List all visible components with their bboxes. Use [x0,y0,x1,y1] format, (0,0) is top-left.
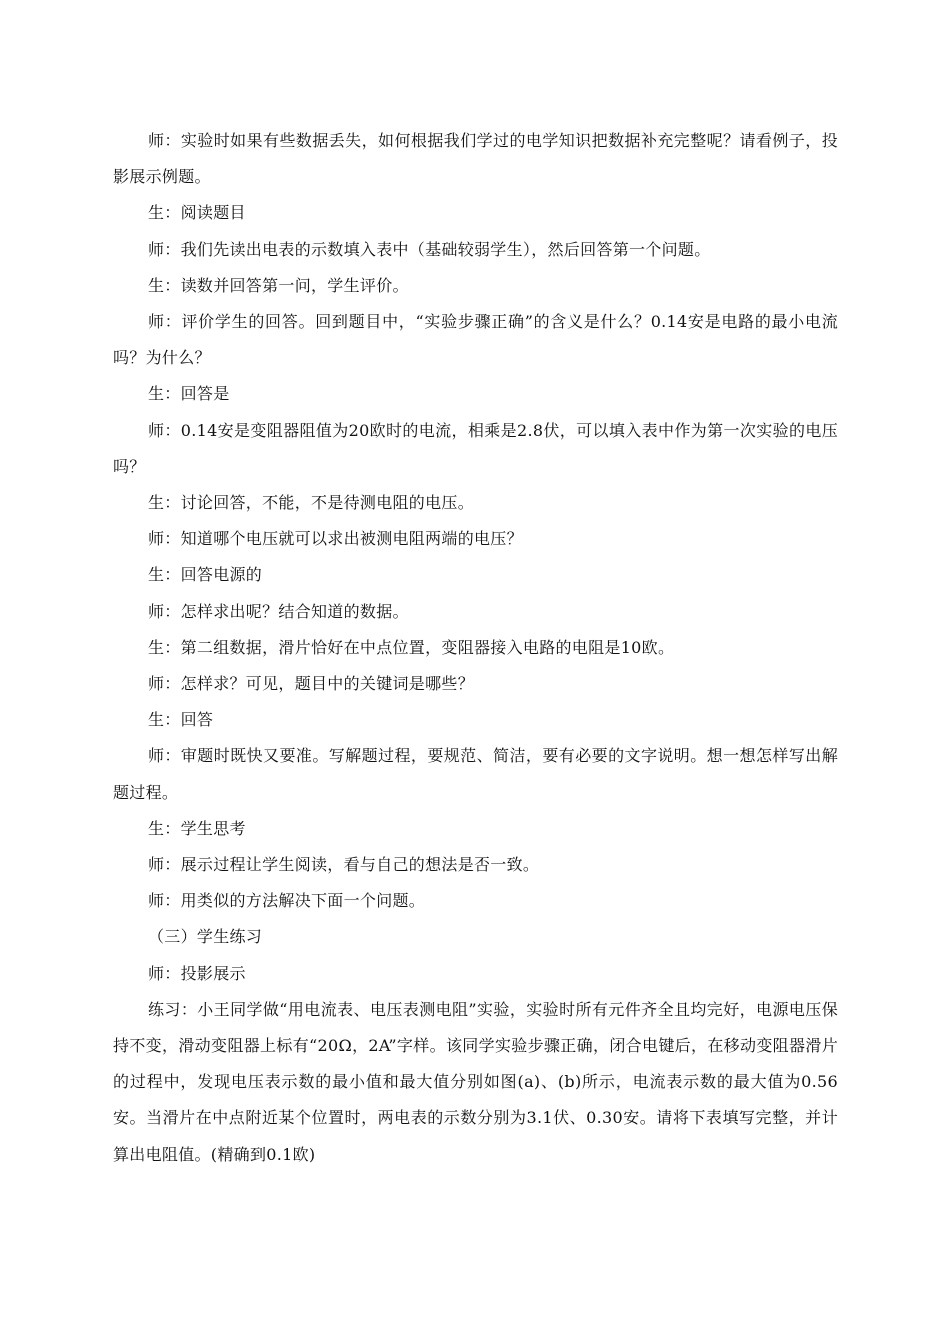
exercise-paragraph: 练习：小王同学做“用电流表、电压表测电阻”实验，实验时所有元件齐全且均完好，电源电压保持不变，滑动变阻器上标有“20Ω，2A”字样。该同学实验步骤正确，闭合电键后，在移动变阻器滑片的过程中，发现电压表示数的最小值和最大值分别如图(a)、(b)所示，电流表示数的最大值为0.56安。当滑片在中点附近某个位置时，两电表的示数分别为3.1伏、0.30安。请将下表填写完整，并计算出电阻值。(精确到0.1欧) [113,999,838,1164]
paragraph: 师：审题时既快又要准。写解题过程，要规范、简洁，要有必要的文字说明。想一想怎样写出解题过程。 [113,746,838,802]
document-body [113,123,838,1173]
paragraph: 师：用类似的方法解决下面一个问题。 [148,891,426,911]
paragraph: 师：展示过程让学生阅读，看与自己的想法是否一致。 [148,855,540,875]
paragraph: 师：知道哪个电压就可以求出被测电阻两端的电压？ [148,529,523,549]
paragraph: 生：读数并回答第一问，学生评价。 [148,275,409,295]
paragraph: 生：阅读题目 [148,203,246,223]
paragraph: 师：怎样求？可见，题目中的关键词是哪些？ [148,674,475,694]
paragraph: 师：怎样求出呢？结合知道的数据。 [148,601,409,621]
paragraph: 生：第二组数据，滑片恰好在中点位置，变阻器接入电路的电阻是10欧。 [148,637,675,657]
paragraph: 生：学生思考 [148,818,246,838]
paragraph: 师：0.14安是变阻器阻值为20欧时的电流，相乘是2.8伏，可以填入表中作为第一次实验的电压吗？ [113,420,838,476]
paragraph: 师：投影展示 [148,963,246,983]
paragraph: 生：讨论回答，不能，不是待测电阻的电压。 [148,493,475,513]
paragraph: 生：回答 [148,710,214,730]
paragraph: 生：回答电源的 [148,565,263,585]
paragraph: 师：实验时如果有些数据丢失，如何根据我们学过的电学知识把数据补充完整呢？请看例子，投影展示例题。 [113,131,838,187]
paragraph: 生：回答是 [148,384,230,404]
paragraph: 师：我们先读出电表的示数填入表中（基础较弱学生），然后回答第一个问题。 [148,239,711,259]
section-heading: （三）学生练习 [148,927,263,947]
paragraph: 师：评价学生的回答。回到题目中，“实验步骤正确”的含义是什么？0.14安是电路的最小电流吗？为什么？ [113,312,838,368]
